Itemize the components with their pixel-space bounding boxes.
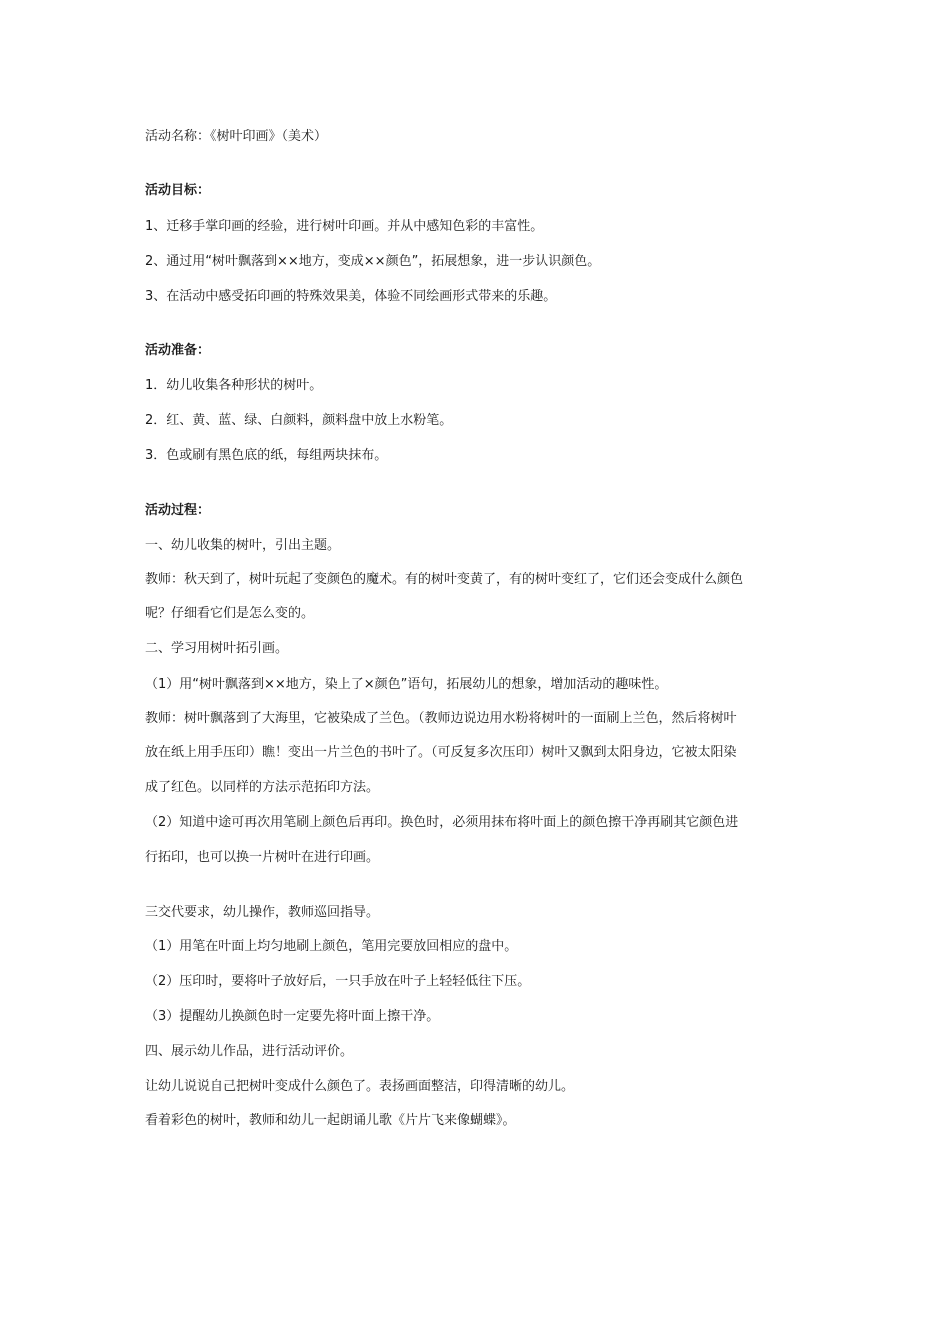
process-line: 让幼儿说说自己把树叶变成什么颜色了。表扬画面整洁，印得清晰的幼儿。 (145, 1079, 575, 1094)
process-line: 放在纸上用手压印）瞧！变出一片兰色的书叶了。（可反复多次压印）树叶又飘到太阳身边，它被太阳染 (145, 745, 737, 760)
process-line: 行拓印，也可以换一片树叶在进行印画。 (145, 850, 380, 865)
goal-item: 3、在活动中感受拓印画的特殊效果美，体验不同绘画形式带来的乐趣。 (145, 289, 557, 304)
goal-item: 2、通过用“树叶飘落到××地方，变成××颜色”，拓展想象，进一步认识颜色。 (145, 254, 601, 269)
activity-name: 活动名称：《树叶印画》（美术） (145, 129, 328, 144)
preparation-item: 1．幼儿收集各种形状的树叶。 (145, 378, 323, 393)
goals-heading: 活动目标： (145, 183, 211, 198)
process-line: 二、学习用树叶拓引画。 (145, 641, 289, 656)
process-line: （1）用笔在叶面上均匀地刷上颜色，笔用完要放回相应的盘中。 (145, 939, 518, 954)
process-line: 成了红色。以同样的方法示范拓印方法。 (145, 780, 380, 795)
process-line: 教师：树叶飘落到了大海里，它被染成了兰色。（教师边说边用水粉将树叶的一面刷上兰色，然后将树叶 (145, 711, 737, 726)
process-line: 呢？仔细看它们是怎么变的。 (145, 606, 315, 621)
process-line: （2）压印时，要将叶子放好后，一只手放在叶子上轻轻低往下压。 (145, 974, 531, 989)
process-line: （2）知道中途可再次用笔刷上颜色后再印。换色时，必须用抹布将叶面上的颜色擦干净再刷其它颜色进 (145, 815, 739, 830)
process-line: （1）用“树叶飘落到××地方，染上了×颜色”语句，拓展幼儿的想象，增加活动的趣味性。 (145, 677, 668, 692)
process-heading: 活动过程： (145, 503, 211, 518)
preparation-item: 2．红、黄、蓝、绿、白颜料，颜料盘中放上水粉笔。 (145, 413, 453, 428)
preparation-heading: 活动准备： (145, 343, 211, 358)
process-line: 教师：秋天到了，树叶玩起了变颜色的魔术。有的树叶变黄了，有的树叶变红了，它们还会变成什么颜色 (145, 572, 744, 587)
process-line: 一、幼儿收集的树叶，引出主题。 (145, 538, 341, 553)
process-line: 三交代要求，幼儿操作，教师巡回指导。 (145, 905, 380, 920)
goal-item: 1、迁移手掌印画的经验，进行树叶印画。并从中感知色彩的丰富性。 (145, 219, 544, 234)
process-line: （3）提醒幼儿换颜色时一定要先将叶面上擦干净。 (145, 1009, 440, 1024)
process-line: 看着彩色的树叶，教师和幼儿一起朗诵儿歌《片片飞来像蝴蝶》。 (145, 1113, 516, 1128)
process-line: 四、展示幼儿作品，进行活动评价。 (145, 1044, 354, 1059)
preparation-item: 3．色或刷有黑色底的纸，每组两块抹布。 (145, 448, 388, 463)
